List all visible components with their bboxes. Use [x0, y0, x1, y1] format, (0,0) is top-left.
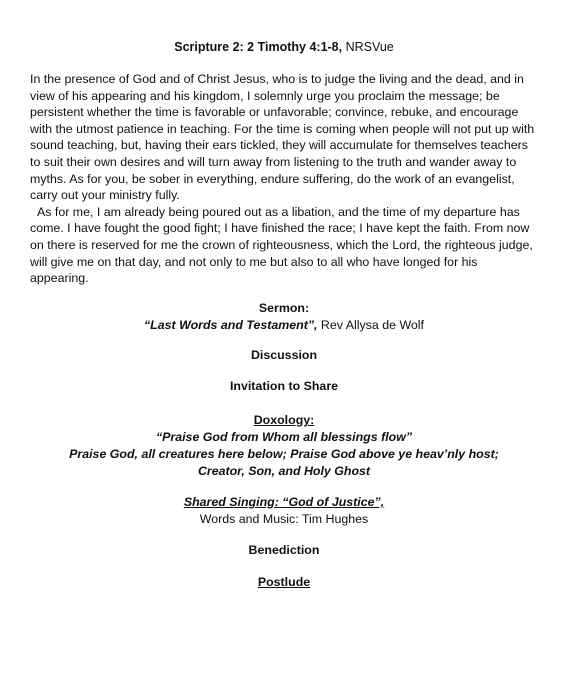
doxology-line-3: Creator, Son, and Holy Ghost [197, 464, 371, 478]
scripture-reference: Scripture 2: 2 Timothy 4:1-8, [174, 40, 343, 54]
scripture-text [30, 71, 535, 287]
postlude-section [0, 574, 568, 591]
sermon-title-line [0, 317, 568, 334]
discussion-heading: Discussion [250, 348, 318, 362]
doxology-line-2: Praise God, all creatures here below; Praise God above ye heav’nly host; [69, 447, 499, 461]
sermon-title: “Last Words and Testament”, [143, 318, 318, 332]
sermon-preacher: Rev Allysa de Wolf [317, 318, 424, 332]
sermon-section [0, 300, 568, 334]
benediction-heading: Benediction [248, 543, 320, 557]
postlude-heading: Postlude [257, 575, 311, 589]
shared-singing-credit: Words and Music: Tim Hughes [199, 512, 369, 526]
benediction-section [0, 542, 568, 559]
scripture-paragraph-2: As for me, I am already being poured out as a libation, and the time of my departure has come. I have fought the good fight; I have finished the race; I have kept the faith. From now on there is reserved for me the crown of righteousness, which the Lord, the righteous judge, will give me on that day, and not only to me but also to all who have longed for his appearing. [30, 204, 533, 286]
doxology-heading: Doxology: [253, 413, 315, 427]
scripture-heading [0, 39, 568, 55]
scripture-version: NRSVue [342, 40, 394, 54]
invitation-section [0, 378, 568, 395]
sermon-heading: Sermon: [258, 301, 310, 315]
doxology-line-1: “Praise God from Whom all blessings flow” [155, 430, 413, 444]
shared-singing-heading: Shared Singing: “God of Justice”, [183, 495, 385, 509]
shared-singing-section [0, 494, 568, 528]
doxology-section [0, 412, 568, 480]
discussion-section [0, 347, 568, 364]
scripture-paragraph-1: In the presence of God and of Christ Jesus, who is to judge the living and the dead, and in view of his appearing and his kingdom, I solemnly urge you proclaim the message; be persistent whether the time is favorable or unfavorable; convince, rebuke, and encourage with the utmost patience in teaching. For the time is coming when people will not put up with sound teaching, but, having their ears tickled, they will accumulate for themselves teachers to suit their own desires and will turn away from listening to the truth and wander away to myths. As for you, be sober in everything, endure suffering, do the work of an evangelist, carry out your ministry fully. [30, 72, 535, 203]
invitation-heading: Invitation to Share [229, 379, 339, 393]
